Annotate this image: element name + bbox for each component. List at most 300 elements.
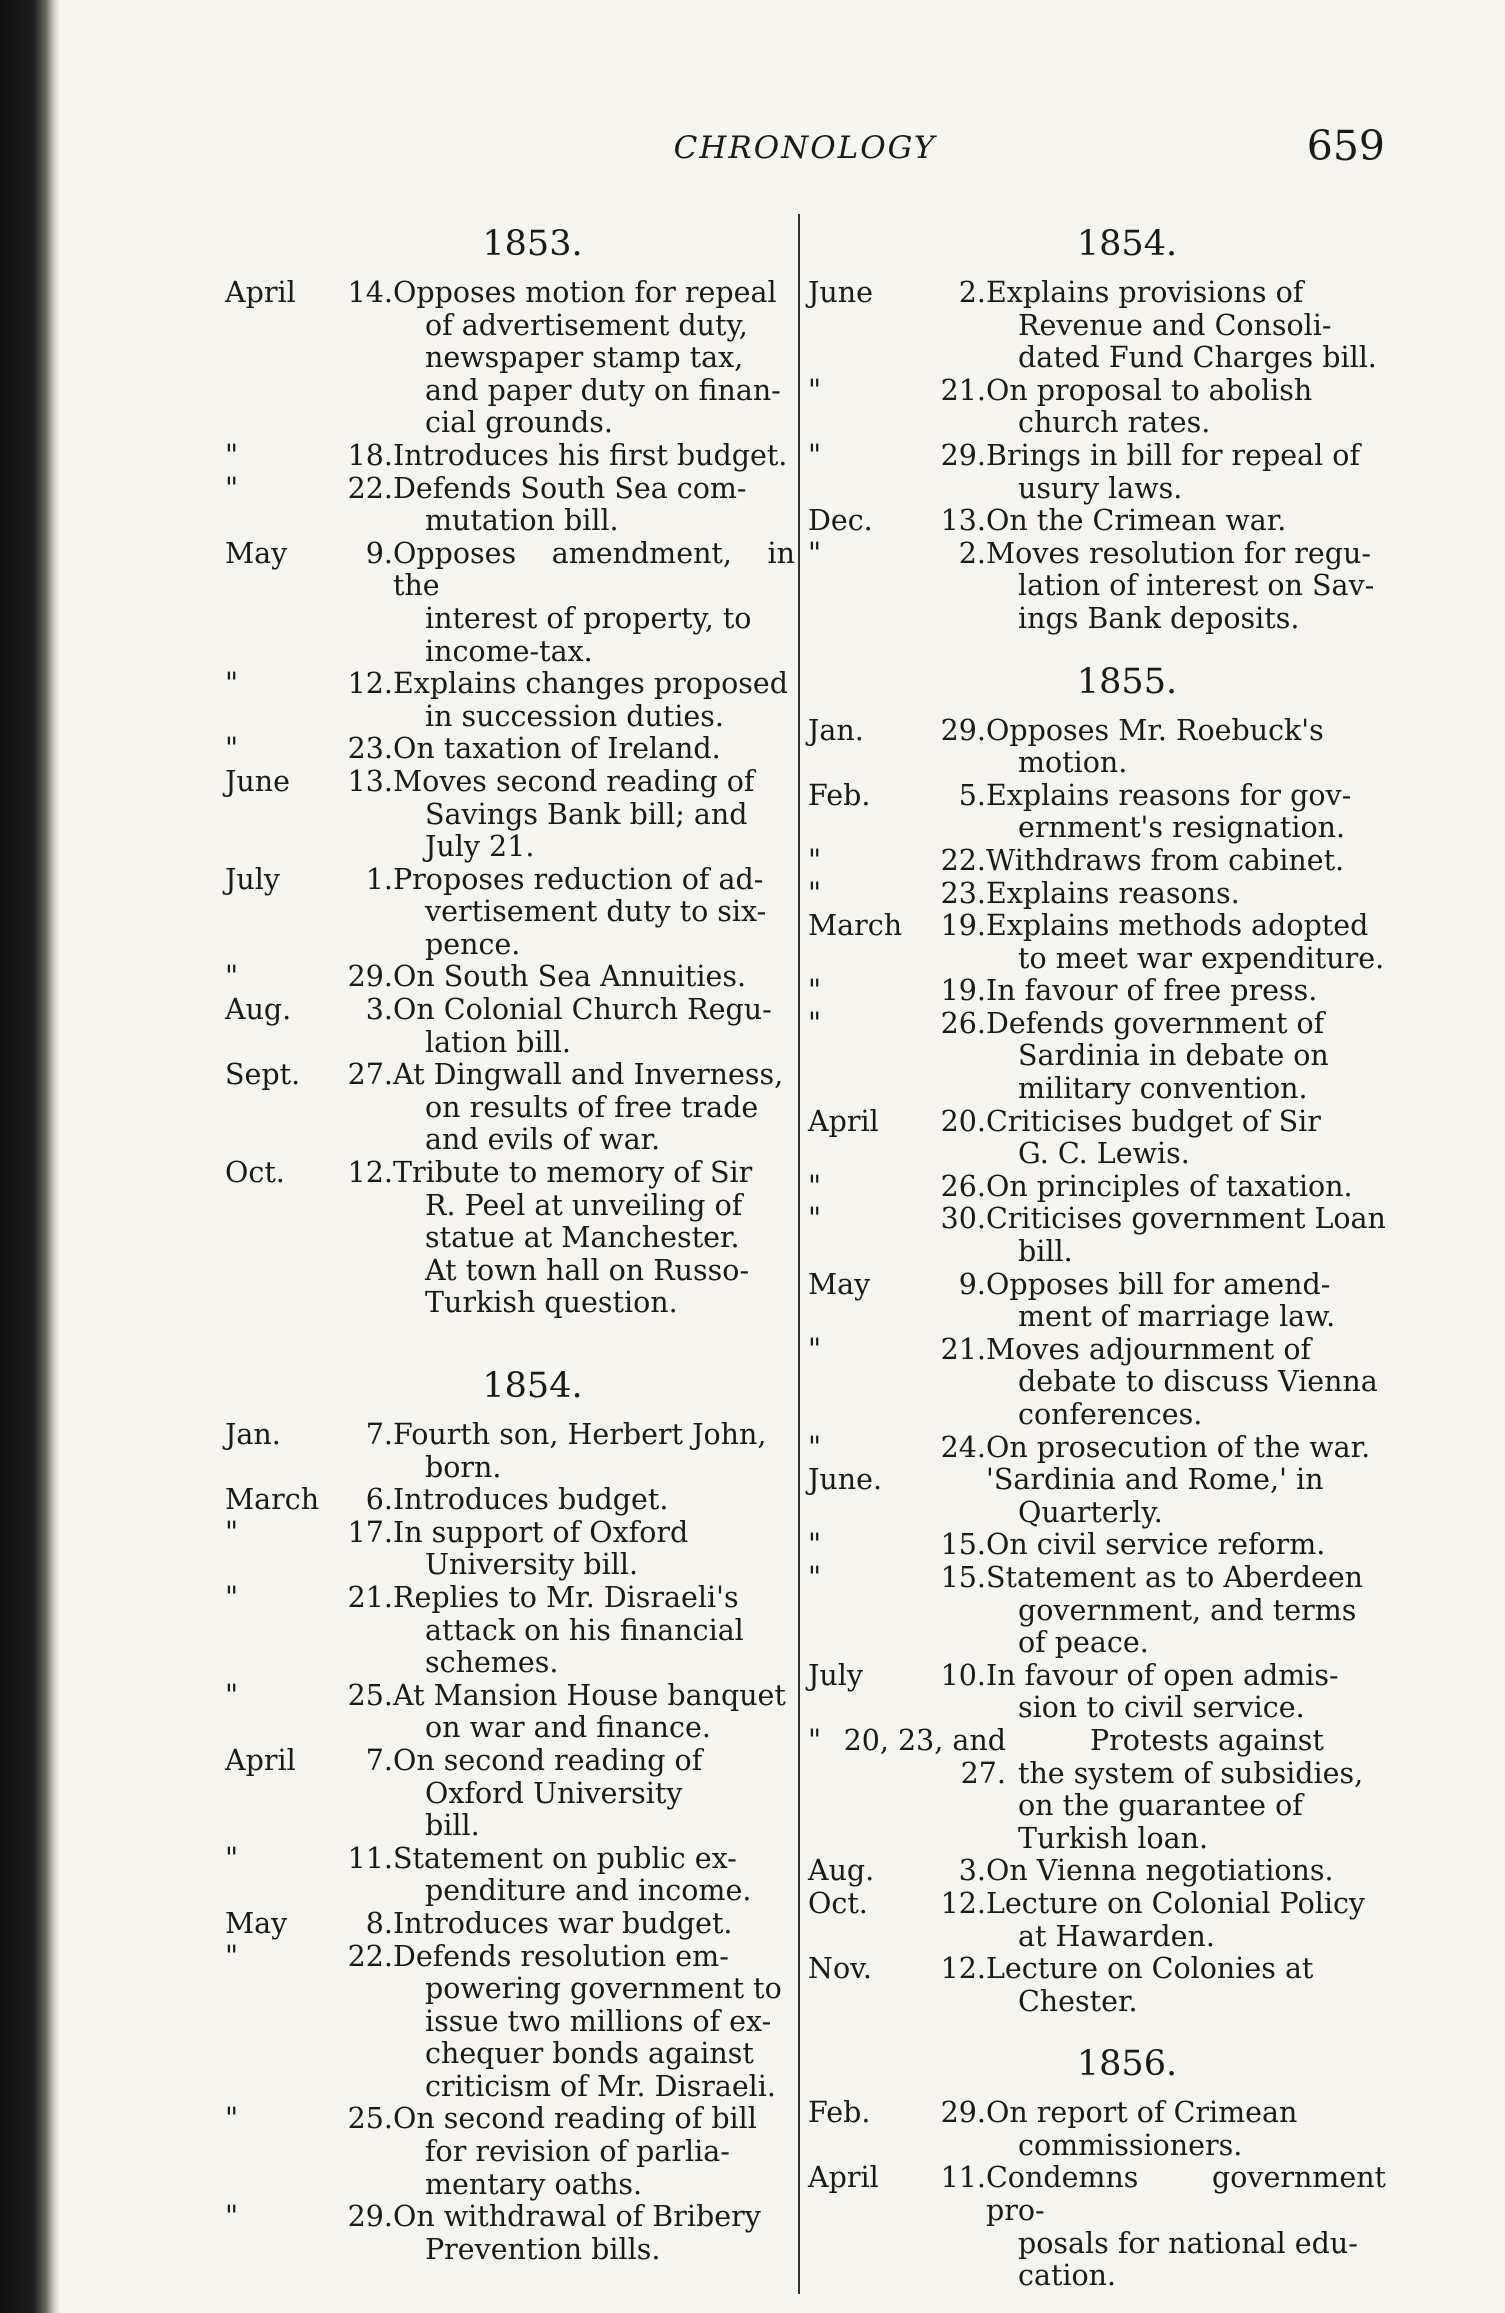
entry-text-line: on the guarantee of [1018, 1789, 1303, 1823]
entry-text-line: On report of Crimean [986, 2096, 1298, 2130]
entry-month: Oct. [808, 1886, 868, 1920]
entry-text-line: conferences. [1018, 1398, 1203, 1431]
entry-month: " [225, 471, 239, 505]
entry-text [986, 1562, 1386, 1660]
chronology-entry [808, 2162, 1386, 2292]
entry-text-line: Defends South Sea com- [393, 471, 747, 505]
chronology-entry [808, 1106, 1386, 1171]
entry-day: 24. [940, 1430, 986, 1464]
entry-text-line: Statement on public ex- [393, 1841, 737, 1875]
entry-text [986, 1464, 1386, 1529]
entry-month: Jan. [225, 1418, 281, 1451]
entry-text [986, 1269, 1386, 1334]
chronology-entry [808, 277, 1386, 375]
entry-month: " [225, 438, 239, 472]
entry-month: " [808, 1528, 822, 1562]
entry-text [393, 1419, 795, 1484]
entry-text-line: Criticises budget of Sir [986, 1104, 1321, 1138]
entry-text [393, 1908, 795, 1941]
chronology-entry [808, 1953, 1386, 2018]
entry-text-line: Brings in bill for repeal of [986, 438, 1361, 472]
year-heading: 1853. [482, 224, 583, 264]
entry-month: May [225, 1906, 288, 1940]
entry-text-line: On taxation of Ireland. [393, 732, 721, 766]
entry-day: 13. [940, 504, 986, 538]
entry-text [986, 2097, 1386, 2162]
entry-day: 8. [365, 1906, 393, 1940]
entry-text [986, 1529, 1386, 1562]
entry-text-line: Statement as to Aberdeen [986, 1560, 1364, 1594]
entry-text-line: At Dingwall and Inverness, [393, 1058, 784, 1092]
chronology-entry [225, 961, 795, 994]
entry-text-line: military convention. [1018, 1072, 1308, 1106]
entry-text [986, 375, 1386, 440]
entry-text-line: Introduces budget. [393, 1483, 669, 1517]
entry-month: " [808, 1169, 822, 1203]
entry-text [986, 1953, 1386, 2018]
chronology-entry [808, 1432, 1386, 1465]
entry-text-line: attack on his financial [425, 1613, 744, 1647]
year-heading: 1856. [1076, 2044, 1178, 2085]
entry-month: " [808, 438, 822, 472]
entry-text-line: Explains changes proposed [393, 667, 789, 701]
entry-text-line: for revision of parlia- [425, 2135, 730, 2169]
entry-text-line: On proposal to abolish [986, 373, 1313, 407]
entry-day: 25. [347, 1678, 393, 1712]
chronology-entry [808, 538, 1386, 636]
page-number: 659 [1306, 122, 1385, 170]
column-divider [798, 214, 800, 2294]
chronology-entry [225, 1419, 795, 1484]
entry-text-line: sion to civil service. [1018, 1691, 1305, 1725]
entry-day: 29. [940, 2096, 986, 2130]
entry-day: 7. [365, 1418, 393, 1451]
entry-text [986, 1171, 1386, 1204]
entry-text-line: Turkish loan. [1018, 1821, 1209, 1855]
entry-text [986, 975, 1386, 1008]
chronology-entry [225, 1745, 795, 1843]
chronology-entry [808, 1171, 1386, 1204]
entry-text-line: at Hawarden. [1018, 1919, 1215, 1953]
chronology-entry [808, 1269, 1386, 1334]
entry-month: " [808, 1006, 822, 1040]
entry-text-line: Criticises government Loan [986, 1202, 1386, 1236]
chronology-entry [225, 277, 795, 440]
entry-text [393, 1582, 795, 1680]
entry-text-line: Opposes bill for amend- [986, 1267, 1331, 1301]
entry-month: June [225, 764, 291, 798]
entry-month: " [225, 1678, 239, 1712]
right-column [808, 212, 1386, 2293]
chronology-entry [225, 864, 795, 962]
entry-text-line: ings Bank deposits. [1018, 601, 1300, 635]
entry-text-line: income-tax. [425, 634, 593, 668]
entry-text-line: Lecture on Colonial Policy [986, 1886, 1366, 1920]
entry-month: April [808, 2161, 879, 2195]
entry-month: " [225, 1515, 239, 1549]
chronology-entry [808, 1008, 1386, 1106]
entry-text-line: On second reading of [393, 1743, 703, 1777]
entry-text-line: pence. [425, 927, 521, 961]
running-title: CHRONOLOGY [673, 130, 937, 166]
entry-text [986, 1203, 1386, 1268]
entry-text-line: penditure and income. [425, 1874, 752, 1908]
entry-text [393, 733, 795, 766]
entry-day: 15. [940, 1560, 986, 1594]
entry-day: 10. [940, 1658, 986, 1692]
entry-month: " [808, 1202, 822, 1236]
entry-text-line: Lecture on Colonies at [986, 1952, 1314, 1986]
chronology-entry [225, 1908, 795, 1941]
entry-day: 9. [365, 536, 393, 570]
entry-text-line: On withdrawal of Bribery [393, 2200, 761, 2234]
chronology-entry [808, 878, 1386, 911]
chronology-entry [225, 1484, 795, 1517]
entry-day: 6. [365, 1483, 393, 1517]
entry-text-line: lation of interest on Sav- [1018, 569, 1375, 603]
entry-day: 7. [365, 1743, 393, 1777]
entry-month: Aug. [225, 993, 292, 1027]
entry-text-line: ernment's resignation. [1018, 811, 1346, 845]
entry-text-line: 'Sardinia and Rome,' in [986, 1463, 1324, 1497]
entry-month: March [225, 1483, 320, 1517]
entry-text [393, 864, 795, 962]
entry-text-line: to meet war expenditure. [1018, 941, 1385, 975]
entry-text-line: statue at Manchester. [425, 1221, 740, 1255]
entry-day: 21. [940, 373, 986, 407]
entry-month: " [808, 974, 822, 1008]
entry-text [393, 277, 795, 440]
chronology-entry [225, 473, 795, 538]
entry-text-line: vertisement duty to six- [425, 895, 767, 929]
entry-month: " [225, 960, 239, 994]
entry-text [393, 994, 795, 1059]
entry-text-line: Prevention bills. [425, 2232, 661, 2266]
chronology-entry [808, 1855, 1386, 1888]
entry-text-line: born. [425, 1450, 502, 1484]
chronology-entry [225, 994, 795, 1059]
entry-text-line: Introduces war budget. [393, 1906, 733, 1940]
entry-day: 12. [940, 1952, 986, 1986]
entry-text-line: On principles of taxation. [986, 1169, 1353, 1203]
chronology-entry [225, 440, 795, 473]
entry-month: Jan. [808, 713, 864, 747]
entry-month: " [808, 1723, 822, 1757]
entry-day: 23. [347, 732, 393, 766]
entry-text-line: Savings Bank bill; and [425, 797, 748, 831]
entry-text-line: mentary oaths. [425, 2167, 643, 2201]
entry-text [986, 1888, 1386, 1953]
entry-text-line: in succession duties. [425, 699, 724, 733]
entry-day: 3. [958, 1854, 986, 1888]
entry-text-line: On prosecution of the war. [986, 1430, 1371, 1464]
entry-text-line: Revenue and Consoli- [1018, 308, 1332, 342]
entry-day: 1. [365, 862, 393, 896]
chronology-entry [808, 1562, 1386, 1660]
entry-month: " [808, 1332, 822, 1366]
entry-text-line: motion. [1018, 746, 1128, 780]
entry-text-line: Opposes amendment, in the [393, 536, 795, 603]
entry-text-line: church rates. [1018, 406, 1211, 440]
entry-text-line: On Vienna negotiations. [986, 1854, 1334, 1888]
entry-month: " [808, 1430, 822, 1464]
entry-text-line: On second reading of bill [393, 2102, 757, 2136]
chronology-entry [808, 715, 1386, 780]
entry-text [986, 1855, 1386, 1888]
entry-month: " [225, 1841, 239, 1875]
entry-text-line: Explains reasons for gov- [986, 778, 1352, 812]
entry-text-line: Chester. [1018, 1984, 1138, 2018]
chronology-entry [225, 733, 795, 766]
chronology-entry [808, 910, 1386, 975]
entry-month: " [225, 1939, 239, 1973]
section-gap [808, 2018, 1386, 2032]
chronology-entry [225, 1517, 795, 1582]
entry-text-line: on war and finance. [425, 1711, 711, 1745]
chronology-entry [808, 1529, 1386, 1562]
entry-text [986, 505, 1386, 538]
entry-text-line: criticism of Mr. Disraeli. [425, 2069, 776, 2103]
entry-text [393, 538, 795, 668]
entry-text-line: debate to discuss Vienna [1018, 1365, 1378, 1399]
entry-text [393, 1745, 795, 1843]
entry-day: 29. [940, 438, 986, 472]
entry-text-line: Opposes motion for repeal [393, 276, 777, 309]
entry-text-line: G. C. Lewis. [1018, 1137, 1190, 1171]
entry-day: 27. [347, 1058, 393, 1092]
entry-text-line: on results of free trade [425, 1090, 759, 1124]
entry-text [393, 2103, 795, 2201]
entry-text-line: of peace. [1018, 1626, 1149, 1660]
entry-month: Nov. [808, 1952, 872, 1986]
section-gap [808, 636, 1386, 650]
entry-day: 12. [347, 1156, 393, 1190]
entry-text [986, 845, 1386, 878]
entry-text-line: Moves adjournment of [986, 1332, 1312, 1366]
entry-month: June. [808, 1463, 883, 1497]
entry-day: 11. [940, 2161, 986, 2195]
entry-day: 23. [940, 876, 986, 910]
entry-month: June [808, 276, 874, 309]
entry-month: " [225, 2102, 239, 2136]
chronology-entry [808, 1334, 1386, 1432]
entry-text-line: Replies to Mr. Disraeli's [393, 1580, 739, 1614]
chronology-entry [808, 1464, 1386, 1529]
entry-text [986, 1660, 1386, 1725]
entry-text-line: Defends resolution em- [393, 1939, 729, 1973]
entry-day: 5. [958, 778, 986, 812]
year-heading: 1854. [482, 1366, 583, 1406]
entry-text-line: In favour of free press. [986, 974, 1318, 1008]
entry-text [986, 910, 1386, 975]
entry-text [393, 1157, 795, 1320]
entry-month: Sept. [225, 1058, 301, 1092]
entry-text [986, 1106, 1386, 1171]
entry-text [986, 440, 1386, 505]
entry-text [393, 440, 795, 473]
entry-text-line: Protests against [1090, 1723, 1324, 1757]
entry-day: 9. [958, 1267, 986, 1301]
entry-text [393, 1680, 795, 1745]
chronology-entry [808, 440, 1386, 505]
entry-text-line: Moves second reading of [393, 764, 755, 798]
entry-month: " [808, 843, 822, 877]
entry-text-line: Opposes Mr. Roebuck's [986, 713, 1324, 747]
chronology-entry [225, 766, 795, 864]
entry-text-line: and paper duty on finan- [425, 373, 781, 407]
entry-day: 13. [347, 764, 393, 798]
entry-text-line: newspaper stamp tax, [425, 341, 744, 375]
entry-day: 30. [940, 1202, 986, 1236]
entry-text-line: At town hall on Russo- [425, 1253, 750, 1287]
chronology-entry [808, 375, 1386, 440]
chronology-entry [225, 2103, 795, 2201]
entry-day: 11. [347, 1841, 393, 1875]
entry-text [393, 2201, 795, 2266]
year-heading: 1854. [1076, 224, 1178, 264]
entry-day: 20. [940, 1104, 986, 1138]
entry-day: 22. [940, 843, 986, 877]
entry-day: 19. [940, 909, 986, 943]
chronology-entry [225, 668, 795, 733]
entry-month: July [808, 1658, 863, 1692]
entry-text [986, 1432, 1386, 1465]
entry-text-line: Oxford University [425, 1776, 683, 1810]
chronology-entry [808, 1203, 1386, 1268]
entry-day: 19. [940, 974, 986, 1008]
entry-text [986, 2162, 1386, 2292]
entry-text-line: lation bill. [425, 1025, 571, 1059]
entry-day: 25. [347, 2102, 393, 2136]
entry-day: 15. [940, 1528, 986, 1562]
chronology-entry [225, 1059, 795, 1157]
entry-text-line: On the Crimean war. [986, 504, 1287, 538]
entry-text-line: July 21. [425, 830, 535, 864]
entry-text [986, 715, 1386, 780]
entry-month: March [808, 909, 903, 943]
entry-text-line: posals for national edu- [1018, 2226, 1358, 2260]
entry-text [986, 1008, 1386, 1106]
entry-day: 22. [347, 1939, 393, 1973]
entry-month: April [225, 1743, 296, 1777]
entry-text [393, 1484, 795, 1517]
entry-month: April [808, 1104, 879, 1138]
chronology-entry [225, 1582, 795, 1680]
entry-day: 26. [940, 1169, 986, 1203]
entry-text-line: Fourth son, Herbert John, [393, 1418, 767, 1451]
chronology-entry [808, 2097, 1386, 2162]
entry-month: Oct. [225, 1156, 285, 1190]
entry-day: 21. [347, 1580, 393, 1614]
page-header [225, 122, 1385, 182]
entry-day: 2. [958, 276, 986, 309]
entry-text [393, 961, 795, 994]
entry-text [986, 878, 1386, 911]
entry-text-line: usury laws. [1018, 471, 1183, 505]
entry-text-line: On Colonial Church Regu- [393, 993, 772, 1027]
chronology-entry [225, 538, 795, 668]
entry-month: July [225, 862, 280, 896]
entry-text [393, 766, 795, 864]
entry-month: Dec. [808, 504, 873, 538]
chronology-entry [808, 1888, 1386, 1953]
page-binding-edge [0, 0, 60, 2313]
chronology-entry [225, 1680, 795, 1745]
entry-month: April [225, 276, 296, 309]
entry-day: 26. [940, 1006, 986, 1040]
entry-text-line: dated Fund Charges bill. [1018, 341, 1377, 375]
chronology-entry [225, 1843, 795, 1908]
entry-text-line: and evils of war. [425, 1123, 661, 1157]
entry-text-line: On South Sea Annuities. [393, 960, 747, 994]
entry-month: " [225, 1580, 239, 1614]
entry-text [393, 1059, 795, 1157]
entry-text-line: interest of property, to [425, 601, 752, 635]
year-heading: 1855. [1076, 661, 1178, 702]
entry-text [393, 1843, 795, 1908]
entry-text [986, 780, 1386, 845]
entry-text [393, 1517, 795, 1582]
entry-day: 21. [940, 1332, 986, 1366]
entry-text [393, 1941, 795, 2104]
entry-text-line: Moves resolution for regu- [986, 536, 1371, 570]
entry-text-line: of advertisement duty, [425, 308, 748, 342]
chronology-entry [808, 975, 1386, 1008]
entry-text-line: mutation bill. [425, 504, 619, 538]
entry-text [393, 473, 795, 538]
entry-day: 14. [347, 276, 393, 309]
entry-text-line: Tribute to memory of Sir [393, 1156, 753, 1190]
entry-day: 12. [940, 1886, 986, 1920]
entry-month: " [808, 1560, 822, 1594]
chronology-entry [808, 1660, 1386, 1725]
entry-text-line: Condemns government pro- [986, 2161, 1386, 2228]
entry-text-line: In favour of open admis- [986, 1658, 1339, 1692]
left-column [225, 212, 795, 2266]
entry-month: " [225, 667, 239, 701]
entry-month: May [225, 536, 288, 570]
entry-day: 20, 23, and 27. [843, 1723, 1006, 1790]
entry-text [393, 668, 795, 733]
entry-text-line: powering government to [425, 1972, 782, 2006]
entry-text [986, 538, 1386, 636]
entry-month: Feb. [808, 778, 871, 812]
entry-day: 2. [958, 536, 986, 570]
entry-text-line: ment of marriage law. [1018, 1300, 1336, 1334]
entry-text-line: Explains provisions of [986, 276, 1304, 309]
entry-day: 29. [347, 960, 393, 994]
entry-month: " [808, 876, 822, 910]
entry-text-line: Introduces his first budget. [393, 438, 788, 472]
entry-day: 29. [347, 2200, 393, 2234]
entry-month: May [808, 1267, 871, 1301]
chronology-entry [225, 2201, 795, 2266]
chronology-entry [808, 780, 1386, 845]
chronology-entry [225, 1941, 795, 2104]
entry-month: " [225, 2200, 239, 2234]
entry-day: 3. [365, 993, 393, 1027]
entry-text-line: chequer bonds against [425, 2037, 754, 2071]
entry-text-line: At Mansion House banquet [393, 1678, 786, 1712]
entry-month: Aug. [808, 1854, 875, 1888]
entry-day: 12. [347, 667, 393, 701]
entry-day: 18. [347, 438, 393, 472]
entry-text-line: Sardinia in debate on [1018, 1039, 1329, 1073]
entry-day: 22. [347, 471, 393, 505]
entry-text-line: commissioners. [1018, 2128, 1243, 2162]
entry-text-line: cation. [1018, 2259, 1117, 2293]
entry-month: Feb. [808, 2096, 871, 2130]
